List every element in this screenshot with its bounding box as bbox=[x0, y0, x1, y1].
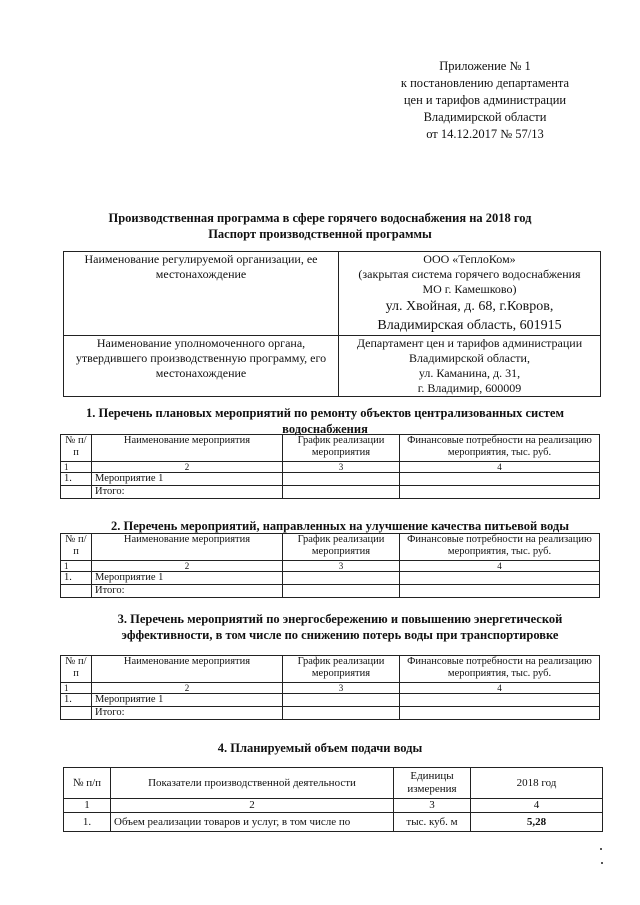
passport-label: Наименование уполномоченного органа, утвердившего производственную программу, его местонахождение bbox=[64, 336, 339, 397]
row-schedule bbox=[283, 585, 400, 598]
passport-value-line: МО г. Камешково) bbox=[422, 282, 517, 296]
index-cell: 2 bbox=[92, 561, 283, 572]
document-title bbox=[60, 210, 580, 242]
section-1-title: 1. Перечень плановых мероприятий по ремонту объектов централизованных систем водоснабжения bbox=[86, 406, 564, 436]
row-number: 1. bbox=[64, 813, 111, 832]
section-2-title: 2. Перечень мероприятий, направленных на улучшение качества питьевой воды bbox=[111, 519, 569, 533]
passport-value bbox=[339, 336, 601, 397]
passport-value-line: ул. Каманина, д. 31, bbox=[418, 366, 521, 380]
row-schedule bbox=[283, 694, 400, 707]
row-number: 1. bbox=[61, 694, 92, 707]
document-subtitle: Паспорт производственной программы bbox=[208, 227, 432, 241]
table-header-row bbox=[61, 435, 600, 462]
index-cell: 2 bbox=[111, 799, 394, 813]
row-schedule bbox=[283, 572, 400, 585]
row-number: 1. bbox=[61, 473, 92, 486]
row-finance bbox=[400, 707, 600, 720]
table-index-row bbox=[61, 683, 600, 694]
passport-value-line: ул. Хвойная, д. 68, г.Ковров, bbox=[385, 299, 554, 314]
col-header-indicator: Показатели производственной деятельности bbox=[111, 768, 394, 799]
passport-value-line: Владимирская область, 601915 bbox=[377, 318, 562, 333]
col-header-year: 2018 год bbox=[471, 768, 603, 799]
row-value: 5,28 bbox=[471, 813, 603, 832]
col-header-finance: Финансовые потребности на реализацию мероприятия, тыс. руб. bbox=[400, 656, 600, 683]
table-header-row bbox=[61, 534, 600, 561]
row-finance bbox=[400, 486, 600, 499]
appendix-line: Владимирской области bbox=[423, 110, 547, 124]
passport-row-authority bbox=[64, 336, 601, 397]
col-header-unit: Единицы измерения bbox=[394, 768, 471, 799]
index-cell: 2 bbox=[92, 683, 283, 694]
section-4-title: 4. Планируемый объем подачи воды bbox=[217, 741, 423, 755]
row-finance bbox=[400, 473, 600, 486]
appendix-line: от 14.12.2017 № 57/13 bbox=[426, 127, 544, 141]
index-cell: 4 bbox=[400, 561, 600, 572]
section-3-title-line: 3. Перечень мероприятий по энергосбережению и повышению энергетической bbox=[117, 612, 563, 626]
row-number bbox=[61, 585, 92, 598]
appendix-header bbox=[380, 58, 590, 143]
scan-speck bbox=[601, 862, 603, 864]
index-cell: 1 bbox=[64, 799, 111, 813]
index-cell: 4 bbox=[400, 683, 600, 694]
col-header-number: № п/п bbox=[61, 435, 92, 462]
table-row bbox=[61, 572, 600, 585]
passport-value-line: Департамент цен и тарифов администрации bbox=[356, 336, 583, 350]
index-cell: 3 bbox=[283, 462, 400, 473]
col-header-name: Наименование мероприятия bbox=[92, 534, 283, 561]
row-finance bbox=[400, 694, 600, 707]
table-index-row bbox=[61, 561, 600, 572]
table-row bbox=[61, 473, 600, 486]
row-schedule bbox=[283, 486, 400, 499]
appendix-line: к постановлению департамента bbox=[400, 76, 570, 90]
passport-table bbox=[63, 251, 601, 397]
table-row-total bbox=[61, 585, 600, 598]
table-row-total bbox=[61, 707, 600, 720]
row-number: 1. bbox=[61, 572, 92, 585]
appendix-line: цен и тарифов администрации bbox=[403, 93, 567, 107]
row-unit: тыс. куб. м bbox=[394, 813, 471, 832]
row-number bbox=[61, 486, 92, 499]
row-name: Мероприятие 1 bbox=[92, 694, 283, 707]
index-cell: 3 bbox=[394, 799, 471, 813]
scan-speck bbox=[600, 848, 602, 850]
appendix-line: Приложение № 1 bbox=[439, 59, 531, 73]
table-header-row bbox=[61, 656, 600, 683]
col-header-number: № п/п bbox=[64, 768, 111, 799]
passport-value-line: (закрытая система горячего водоснабжения bbox=[358, 267, 581, 281]
row-name: Мероприятие 1 bbox=[92, 572, 283, 585]
col-header-schedule: График реализации мероприятия bbox=[283, 534, 400, 561]
col-header-name: Наименование мероприятия bbox=[92, 435, 283, 462]
col-header-number: № п/п bbox=[61, 534, 92, 561]
table-row-total bbox=[61, 486, 600, 499]
passport-value-line: г. Владимир, 600009 bbox=[417, 381, 522, 395]
col-header-finance: Финансовые потребности на реализацию мероприятия, тыс. руб. bbox=[400, 435, 600, 462]
passport-value-line: ООО «ТеплоКом» bbox=[423, 252, 516, 266]
section-2-table bbox=[60, 533, 600, 598]
col-header-number: № п/п bbox=[61, 656, 92, 683]
passport-value-line: Владимирской области, bbox=[409, 351, 530, 365]
section-3-table bbox=[60, 655, 600, 720]
col-header-schedule: График реализации мероприятия bbox=[283, 656, 400, 683]
row-schedule bbox=[283, 707, 400, 720]
document-title-line: Производственная программа в сфере горячего водоснабжения на 2018 год bbox=[108, 211, 532, 225]
row-finance bbox=[400, 585, 600, 598]
row-indicator: Объем реализации товаров и услуг, в том числе по bbox=[111, 813, 394, 832]
table-row bbox=[61, 694, 600, 707]
index-cell: 3 bbox=[283, 683, 400, 694]
section-3-title-line: эффективности, в том числе по снижению потерь воды при транспортировке bbox=[121, 628, 559, 642]
row-number bbox=[61, 707, 92, 720]
row-schedule bbox=[283, 473, 400, 486]
row-name: Итого: bbox=[92, 585, 283, 598]
index-cell: 1 bbox=[61, 561, 92, 572]
passport-value bbox=[339, 252, 601, 336]
index-cell: 3 bbox=[283, 561, 400, 572]
index-cell: 4 bbox=[471, 799, 603, 813]
passport-label: Наименование регулируемой организации, ее местонахождение bbox=[64, 252, 339, 336]
section-3-title bbox=[80, 611, 600, 643]
passport-row-organization bbox=[64, 252, 601, 336]
table-header-row bbox=[64, 768, 603, 799]
section-4-table bbox=[63, 767, 603, 832]
row-name: Итого: bbox=[92, 707, 283, 720]
section-1-table bbox=[60, 434, 600, 499]
index-cell: 2 bbox=[92, 462, 283, 473]
col-header-finance: Финансовые потребности на реализацию мероприятия, тыс. руб. bbox=[400, 534, 600, 561]
index-cell: 1 bbox=[61, 683, 92, 694]
index-cell: 4 bbox=[400, 462, 600, 473]
col-header-name: Наименование мероприятия bbox=[92, 656, 283, 683]
row-name: Мероприятие 1 bbox=[92, 473, 283, 486]
col-header-schedule: График реализации мероприятия bbox=[283, 435, 400, 462]
table-index-row bbox=[64, 799, 603, 813]
row-name: Итого: bbox=[92, 486, 283, 499]
table-index-row bbox=[61, 462, 600, 473]
index-cell: 1 bbox=[61, 462, 92, 473]
row-finance bbox=[400, 572, 600, 585]
table-row bbox=[64, 813, 603, 832]
